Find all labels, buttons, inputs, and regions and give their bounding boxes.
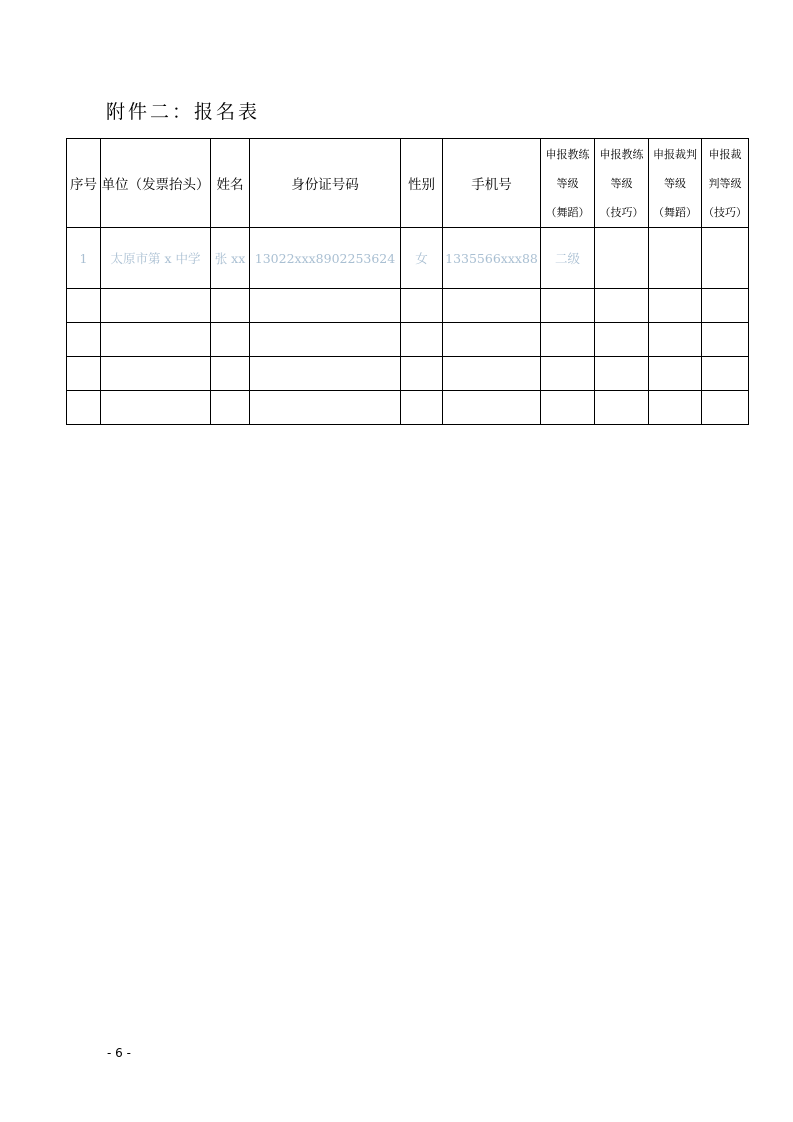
cell-judge-dance[interactable] (649, 391, 702, 425)
cell-coach-dance[interactable] (541, 323, 595, 357)
header-judge-skill: 申报裁 判等级 （技巧） (702, 139, 749, 228)
cell-coach-skill[interactable] (595, 228, 649, 289)
cell-gender[interactable] (401, 357, 443, 391)
cell-name[interactable]: 张 xx (211, 228, 250, 289)
cell-coach-skill[interactable] (595, 323, 649, 357)
registration-table (66, 138, 749, 425)
cell-name[interactable] (211, 323, 250, 357)
cell-id[interactable] (250, 289, 401, 323)
cell-name[interactable] (211, 289, 250, 323)
cell-coach-skill[interactable] (595, 391, 649, 425)
cell-id[interactable]: 13022xxx8902253624 (250, 228, 401, 289)
header-coach-skill: 申报教练 等级 （技巧） (595, 139, 649, 228)
cell-gender[interactable] (401, 323, 443, 357)
cell-judge-skill[interactable] (702, 323, 749, 357)
cell-seq[interactable] (67, 357, 101, 391)
header-unit: 单位（发票抬头） (101, 139, 211, 228)
cell-coach-dance[interactable] (541, 391, 595, 425)
document-title: 附件二：报名表 (106, 101, 261, 123)
cell-judge-dance[interactable] (649, 228, 702, 289)
cell-judge-skill[interactable] (702, 289, 749, 323)
cell-gender[interactable] (401, 289, 443, 323)
cell-seq[interactable] (67, 289, 101, 323)
cell-name[interactable] (211, 357, 250, 391)
cell-judge-dance[interactable] (649, 289, 702, 323)
cell-coach-dance[interactable] (541, 289, 595, 323)
cell-judge-skill[interactable] (702, 391, 749, 425)
cell-judge-dance[interactable] (649, 357, 702, 391)
cell-coach-skill[interactable] (595, 357, 649, 391)
cell-unit[interactable]: 太原市第 x 中学 (101, 228, 211, 289)
cell-judge-dance[interactable] (649, 323, 702, 357)
cell-seq[interactable] (67, 391, 101, 425)
header-id: 身份证号码 (250, 139, 401, 228)
cell-phone[interactable] (443, 357, 541, 391)
table-row-empty (67, 323, 749, 357)
header-phone: 手机号 (443, 139, 541, 228)
cell-unit[interactable] (101, 323, 211, 357)
cell-seq[interactable] (67, 323, 101, 357)
cell-unit[interactable] (101, 357, 211, 391)
header-row (67, 139, 749, 228)
header-judge-dance: 申报裁判 等级 （舞蹈） (649, 139, 702, 228)
cell-unit[interactable] (101, 391, 211, 425)
cell-name[interactable] (211, 391, 250, 425)
table-row-sample (67, 228, 749, 289)
cell-phone[interactable] (443, 289, 541, 323)
page-number: - 6 - (107, 1046, 131, 1060)
table-row-empty (67, 357, 749, 391)
cell-phone[interactable]: 1335566xxx88 (443, 228, 541, 289)
table-row-empty (67, 289, 749, 323)
header-name: 姓名 (211, 139, 250, 228)
cell-id[interactable] (250, 323, 401, 357)
header-seq: 序号 (67, 139, 101, 228)
cell-judge-skill[interactable] (702, 228, 749, 289)
cell-coach-skill[interactable] (595, 289, 649, 323)
table-row-empty (67, 391, 749, 425)
cell-coach-dance[interactable]: 二级 (541, 228, 595, 289)
header-coach-dance: 申报教练 等级 （舞蹈） (541, 139, 595, 228)
header-gender: 性别 (401, 139, 443, 228)
cell-unit[interactable] (101, 289, 211, 323)
cell-coach-dance[interactable] (541, 357, 595, 391)
cell-id[interactable] (250, 357, 401, 391)
cell-gender[interactable]: 女 (401, 228, 443, 289)
cell-id[interactable] (250, 391, 401, 425)
cell-phone[interactable] (443, 323, 541, 357)
cell-phone[interactable] (443, 391, 541, 425)
cell-seq[interactable]: 1 (67, 228, 101, 289)
cell-gender[interactable] (401, 391, 443, 425)
cell-judge-skill[interactable] (702, 357, 749, 391)
